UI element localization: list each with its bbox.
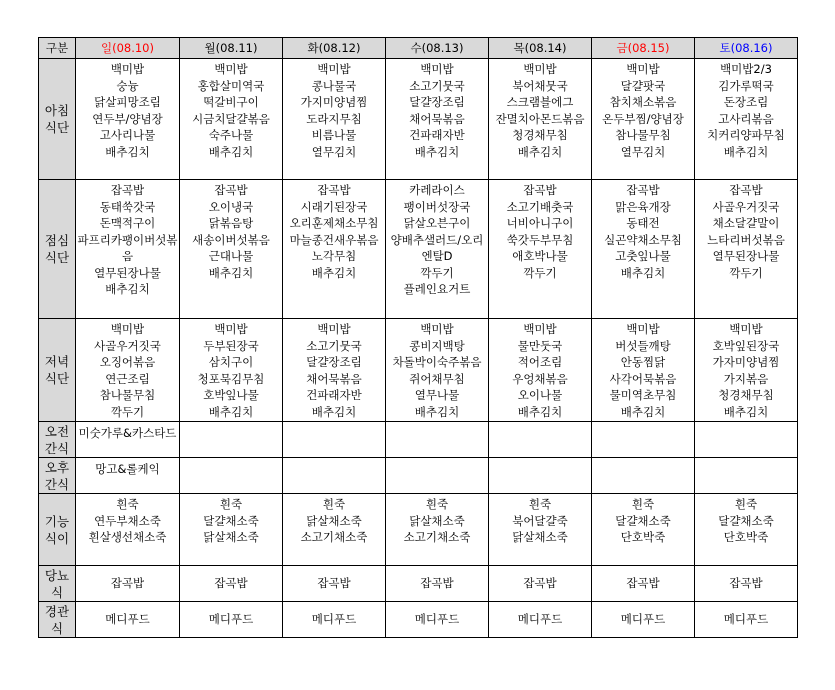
menu-item: 소고기뭇국: [306, 338, 362, 353]
menu-item: 채소달걀말이: [712, 216, 780, 230]
menu-item: 백미밥: [317, 62, 351, 76]
day-header-tue: 화(08.12): [283, 38, 386, 59]
menu-item: 잡곡밥: [729, 183, 763, 197]
dinner-cell-sat: [695, 319, 798, 422]
menu-item: 호박잎된장국: [712, 338, 780, 353]
menu-item: 메디푸드: [620, 612, 666, 627]
breakfast-cell-thu: [489, 59, 592, 180]
menu-item: 양배추샐러드/오리엔탈D: [390, 232, 484, 263]
menu-item: 콩비지백탕: [409, 338, 465, 353]
menu-item: 김가루떡국: [718, 78, 774, 93]
menu-item: 열무나물: [414, 388, 460, 402]
menu-item: 북어달걀죽: [512, 513, 568, 528]
pm-snack-label-line: 간식: [44, 476, 70, 492]
menu-item: 백미밥: [523, 322, 557, 336]
menu-item: 메디푸드: [311, 612, 357, 627]
menu-item: 잔멸치아몬드볶음: [495, 111, 585, 126]
breakfast-cell-sun: [76, 59, 180, 180]
menu-item: 시금치달걀볶음: [192, 111, 270, 126]
lunch-cell-tue: [283, 180, 386, 319]
menu-item: 깍두기: [420, 265, 454, 280]
menu-item: 닭살채소죽: [306, 513, 362, 528]
breakfast-cell-fri: [592, 59, 695, 180]
dinner-cell-thu: [489, 319, 592, 422]
menu-item: 흰죽: [528, 497, 552, 511]
menu-item: 플레인요거트: [403, 282, 471, 296]
menu-item: 소고기뭇국: [409, 78, 465, 93]
dinner-row: [39, 319, 798, 422]
menu-item: 백미밥: [626, 322, 660, 336]
menu-item: 도라지무침: [306, 111, 362, 126]
menu-item: 카레라이스: [409, 183, 465, 197]
functional-diet-cell-tue: [283, 494, 386, 566]
pm-snack-label-line: 오후: [44, 459, 70, 475]
day-header-sun: 일(08.10): [76, 38, 180, 59]
pm-snack-cell-sat: [695, 458, 798, 494]
tube-feeding-label-line: 경관: [44, 603, 70, 619]
menu-item: 메디푸드: [723, 612, 769, 627]
menu-item: 잡곡밥: [214, 576, 248, 591]
menu-item: 메디푸드: [105, 612, 150, 627]
pm-snack-cell-thu: [489, 458, 592, 494]
menu-item: 배추김치: [414, 404, 460, 419]
menu-item: 배추김치: [620, 265, 666, 280]
menu-item: 연두부채소죽: [94, 513, 161, 528]
dinner-cell-sun: [76, 319, 180, 422]
menu-item: 숭늉: [116, 78, 139, 93]
menu-item: 백미밥: [317, 322, 351, 336]
am-snack-cell-sat: [695, 422, 798, 458]
menu-item: 버섯들깨탕: [615, 338, 671, 353]
tube-feeding-cell-tue: [283, 602, 386, 638]
menu-item: 연근조림: [105, 371, 150, 386]
menu-item: 메디푸드: [208, 612, 254, 627]
dinner-label-line: 저녁: [44, 354, 70, 369]
diabetic-diet-label-line: 당뇨: [44, 567, 70, 583]
menu-item: 채어묵볶음: [306, 371, 362, 386]
menu-item: 차돌박이숙주볶음: [392, 355, 482, 369]
tube-feeding-cell-thu: [489, 602, 592, 638]
menu-item: 참나물무침: [99, 388, 156, 402]
menu-item: 달걀채소죽: [615, 513, 671, 528]
menu-item: 치커리양파무침: [707, 128, 785, 142]
functional-diet-cell-wed: [386, 494, 489, 566]
functional-diet-cell-fri: [592, 494, 695, 566]
menu-item: 백미밥: [523, 62, 557, 76]
menu-item: 참나물무침: [615, 128, 671, 142]
functional-diet-cell-mon: [180, 494, 283, 566]
menu-item: 닭살채소죽: [203, 530, 259, 544]
menu-item: 건파래자반: [409, 128, 465, 142]
am-snack-label-line: 오전: [44, 423, 70, 439]
menu-item: 두부된장국: [203, 338, 259, 353]
day-header-sat: 토(08.16): [695, 38, 798, 59]
menu-item: 잡곡밥: [523, 576, 557, 591]
menu-item: 백미밥: [110, 62, 145, 76]
functional-diet-label-line: 식이: [44, 530, 70, 546]
menu-item: 배추김치: [414, 144, 460, 159]
tube-feeding-cell-sat: [695, 602, 798, 638]
breakfast-cell-wed: [386, 59, 489, 180]
day-header-fri: 금(08.15): [592, 38, 695, 59]
menu-item: 동태전: [626, 216, 660, 230]
menu-item: 쥐어채무침: [409, 371, 465, 386]
diabetic-diet-label-line: 식: [50, 584, 64, 600]
breakfast-label-line: 아침: [44, 103, 70, 118]
dinner-cell-tue: [283, 319, 386, 422]
lunch-cell-wed: [386, 180, 489, 319]
menu-item: 달걀팟국: [620, 78, 666, 93]
am-snack-label: [39, 422, 76, 458]
dinner-cell-mon: [180, 319, 283, 422]
diabetic-diet-cell-sat: [695, 566, 798, 602]
menu-item: 잡곡밥: [626, 183, 660, 197]
menu-item: 깍두기: [523, 265, 557, 280]
breakfast-cell-sat: [695, 59, 798, 180]
breakfast-label-line: 식단: [44, 120, 70, 135]
breakfast-label: [39, 59, 76, 180]
menu-item: 열무된장나물: [712, 249, 780, 263]
menu-item: 닭살오븐구이: [403, 216, 471, 230]
menu-item: 가지볶음: [723, 371, 769, 386]
am-snack-row: [39, 422, 798, 458]
menu-item: 잡곡밥: [110, 183, 145, 197]
diabetic-diet-cell-sun: [76, 566, 180, 602]
lunch-label-line: 점심: [44, 233, 70, 248]
lunch-label-line: 식단: [44, 250, 70, 265]
pm-snack-label: [39, 458, 76, 494]
diabetic-diet-cell-fri: [592, 566, 695, 602]
menu-item: 열무된장나물: [94, 265, 161, 280]
menu-item: 애호박나물: [512, 249, 568, 263]
menu-item: 소고기채소죽: [300, 530, 368, 544]
menu-item: 근대나물: [208, 249, 254, 263]
menu-item: 오리훈제채소무침: [289, 216, 379, 230]
functional-diet-row: [39, 494, 798, 566]
menu-item: 쑥갓두부무침: [506, 232, 574, 247]
menu-item: 사골우거짓국: [94, 338, 161, 353]
menu-item: 청포묵김무침: [197, 371, 265, 386]
menu-item: 흰죽: [219, 497, 243, 511]
menu-item: 호박잎나물: [203, 388, 259, 402]
dinner-cell-wed: [386, 319, 489, 422]
functional-diet-cell-sun: [76, 494, 180, 566]
menu-item: 소고기채소죽: [403, 530, 471, 544]
diabetic-diet-cell-tue: [283, 566, 386, 602]
menu-item: 백미밥: [420, 62, 454, 76]
menu-item: 잡곡밥: [523, 183, 557, 197]
menu-item: 백미밥: [626, 62, 660, 76]
menu-item: 고춧잎나물: [615, 249, 671, 263]
menu-item: 잡곡밥: [317, 576, 351, 591]
day-header-thu: 목(08.14): [489, 38, 592, 59]
am-snack-cell-mon: [180, 422, 283, 458]
menu-item: 흰죽: [116, 497, 139, 511]
menu-item: 닭살채소죽: [409, 513, 465, 528]
menu-item: 가지미양념찜: [300, 95, 368, 109]
menu-item: 숙주나물: [208, 128, 254, 142]
diabetic-diet-row: [39, 566, 798, 602]
pm-snack-cell-wed: [386, 458, 489, 494]
menu-item: 맑은육개장: [615, 199, 671, 214]
menu-item: 달걀채소죽: [718, 513, 774, 528]
menu-item: 흰죽: [322, 497, 346, 511]
menu-item: 오이냉국: [208, 199, 254, 214]
functional-diet-cell-thu: [489, 494, 592, 566]
pm-snack-cell-mon: [180, 458, 283, 494]
menu-item: 콩나물국: [311, 78, 357, 93]
menu-item: 단호박죽: [620, 530, 666, 544]
menu-item: 백미밥: [214, 62, 248, 76]
lunch-label: [39, 180, 76, 319]
day-header-wed: 수(08.13): [386, 38, 489, 59]
menu-item: 닭살피망조림: [94, 95, 161, 109]
menu-item: 깍두기: [729, 265, 763, 280]
menu-item: 달걀장조림: [409, 95, 465, 109]
menu-item: 배추김치: [311, 265, 357, 280]
menu-item: 마늘종건새우볶음: [289, 232, 379, 247]
pm-snack-row: [39, 458, 798, 494]
menu-item: 삼치구이: [208, 355, 254, 369]
menu-item: 달걀장조림: [306, 355, 362, 369]
menu-item: 단호박죽: [723, 530, 769, 544]
menu-item: 열무김치: [620, 144, 666, 159]
menu-item: 참치채소볶음: [609, 95, 677, 109]
diabetic-diet-cell-thu: [489, 566, 592, 602]
menu-item: 닭볶음탕: [208, 216, 254, 230]
menu-item: 망고&롤케익: [95, 462, 160, 476]
menu-item: 흰죽: [425, 497, 449, 511]
am-snack-cell-thu: [489, 422, 592, 458]
menu-item: 잡곡밥: [729, 576, 763, 591]
menu-item: 안동찜닭: [620, 355, 666, 369]
am-snack-cell-tue: [283, 422, 386, 458]
am-snack-cell-wed: [386, 422, 489, 458]
menu-item: 배추김치: [208, 404, 254, 419]
menu-item: 잡곡밥: [626, 576, 660, 591]
menu-item: 배추김치: [517, 144, 563, 159]
menu-item: 연두부/양념장: [92, 111, 163, 126]
menu-item: 백미밥: [214, 322, 248, 336]
menu-item: 메디푸드: [414, 612, 460, 627]
am-snack-label-line: 간식: [44, 440, 70, 456]
menu-item: 잡곡밥: [420, 576, 454, 591]
menu-item: 스크램블에그: [506, 95, 574, 109]
menu-item: 백미밥: [110, 322, 145, 336]
pm-snack-cell-tue: [283, 458, 386, 494]
menu-item: 시래기된장국: [300, 199, 368, 214]
menu-item: 온두부찜/양념장: [602, 111, 684, 126]
header-row: [39, 38, 798, 59]
menu-item: 너비아니구이: [506, 216, 574, 230]
menu-item: 고사리볶음: [718, 111, 774, 126]
diabetic-diet-cell-mon: [180, 566, 283, 602]
menu-item: 홍합살미역국: [197, 78, 265, 93]
menu-item: 배추김치: [105, 144, 150, 159]
menu-item: 새송이버섯볶음: [192, 232, 270, 247]
menu-item: 배추김치: [208, 144, 254, 159]
menu-item: 오이나물: [517, 388, 563, 402]
corner-label: 구분: [39, 38, 76, 59]
menu-item: 건파래자반: [306, 388, 362, 402]
lunch-cell-sun: [76, 180, 180, 319]
menu-item: 잡곡밥: [214, 183, 248, 197]
am-snack-cell-fri: [592, 422, 695, 458]
menu-item: 떡갈비구이: [203, 95, 259, 109]
dinner-label-line: 식단: [44, 371, 70, 386]
menu-item: 잡곡밥: [110, 576, 145, 591]
weekly-meal-table: [38, 37, 798, 638]
menu-item: 팽이버섯장국: [403, 199, 471, 214]
tube-feeding-cell-sun: [76, 602, 180, 638]
menu-item: 물미역초무침: [609, 388, 677, 402]
menu-item: 백미밥: [729, 322, 763, 336]
breakfast-cell-tue: [283, 59, 386, 180]
menu-item: 배추김치: [620, 404, 666, 419]
menu-item: 열무김치: [311, 144, 357, 159]
menu-item: 사골우거짓국: [712, 199, 780, 214]
menu-item: 오징어볶음: [99, 355, 156, 369]
menu-item: 흰죽: [734, 497, 758, 511]
menu-item: 소고기배춧국: [506, 199, 574, 214]
menu-item: 동태쑥갓국: [99, 199, 156, 214]
menu-item: 물만둣국: [517, 338, 563, 353]
lunch-cell-sat: [695, 180, 798, 319]
menu-item: 배추김치: [723, 404, 769, 419]
menu-item: 달걀채소죽: [203, 513, 259, 528]
menu-item: 우엉채볶음: [512, 371, 568, 386]
menu-item: 파프리카팽이버섯볶음: [77, 232, 178, 263]
menu-item: 백미밥2/3: [720, 62, 772, 76]
menu-item: 배추김치: [105, 282, 150, 296]
menu-item: 사각어묵볶음: [609, 371, 677, 386]
menu-item: 닭살채소죽: [512, 530, 568, 544]
menu-item: 북어채뭇국: [512, 78, 568, 93]
lunch-cell-fri: [592, 180, 695, 319]
menu-item: 느타리버섯볶음: [707, 232, 785, 247]
menu-item: 잡곡밥: [317, 183, 351, 197]
menu-item: 배추김치: [311, 404, 357, 419]
menu-item: 채어묵볶음: [409, 111, 465, 126]
dinner-cell-fri: [592, 319, 695, 422]
lunch-row: [39, 180, 798, 319]
menu-item: 백미밥: [420, 322, 454, 336]
menu-item: 깍두기: [110, 404, 145, 419]
menu-item: 청경채무침: [512, 128, 568, 142]
diabetic-diet-cell-wed: [386, 566, 489, 602]
menu-item: 실곤약채소무침: [604, 232, 682, 247]
pm-snack-cell-fri: [592, 458, 695, 494]
pm-snack-cell-sun: [76, 458, 180, 494]
tube-feeding-cell-wed: [386, 602, 489, 638]
breakfast-cell-mon: [180, 59, 283, 180]
am-snack-cell-sun: [76, 422, 180, 458]
menu-item: 노각무침: [311, 249, 357, 263]
menu-item: 고사리나물: [99, 128, 156, 142]
lunch-cell-mon: [180, 180, 283, 319]
functional-diet-cell-sat: [695, 494, 798, 566]
functional-diet-label: [39, 494, 76, 566]
diabetic-diet-label: [39, 566, 76, 602]
tube-feeding-label-line: 식: [50, 620, 64, 636]
menu-item: 돈장조림: [723, 95, 769, 109]
menu-item: 배추김치: [517, 404, 563, 419]
menu-item: 비름나물: [311, 128, 357, 142]
day-header-mon: 월(08.11): [180, 38, 283, 59]
tube-feeding-row: [39, 602, 798, 638]
breakfast-row: [39, 59, 798, 180]
menu-item: 적어조림: [517, 355, 563, 369]
menu-item: 돈맥적구이: [99, 216, 156, 230]
functional-diet-label-line: 기능: [44, 513, 70, 529]
lunch-cell-thu: [489, 180, 592, 319]
menu-item: 청경채무침: [718, 388, 774, 402]
menu-item: 메디푸드: [517, 612, 563, 627]
menu-item: 배추김치: [723, 144, 769, 159]
tube-feeding-cell-fri: [592, 602, 695, 638]
menu-item: 배추김치: [208, 265, 254, 280]
tube-feeding-label: [39, 602, 76, 638]
menu-item: 흰살생선채소죽: [88, 530, 167, 544]
menu-item: 흰죽: [631, 497, 655, 511]
menu-item: 미숫가루&카스타드: [78, 426, 177, 440]
tube-feeding-cell-mon: [180, 602, 283, 638]
dinner-label: [39, 319, 76, 422]
menu-item: 가자미양념찜: [712, 355, 780, 369]
